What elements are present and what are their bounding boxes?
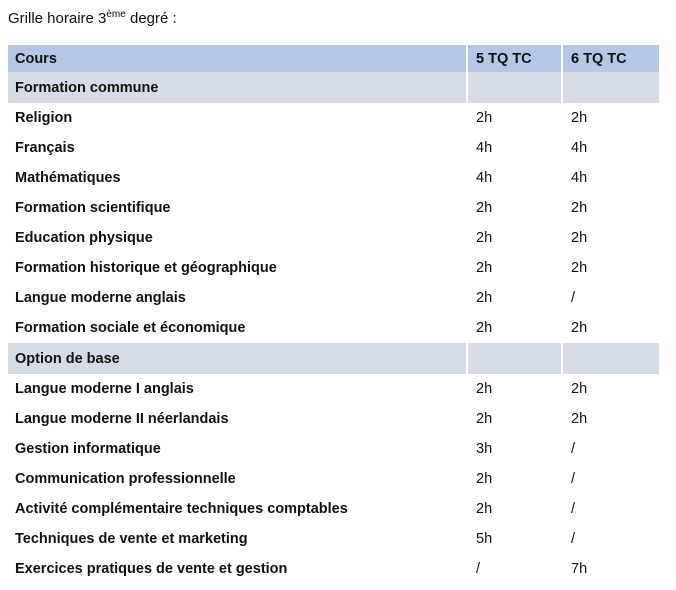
- course-name: Exercices pratiques de vente et gestion: [15, 561, 288, 577]
- hours-5tqtc: 2h: [476, 501, 493, 517]
- hours-6tqtc: 7h: [571, 561, 588, 577]
- course-name: Français: [15, 140, 75, 156]
- table-header-row: [8, 45, 659, 72]
- course-name: Education physique: [15, 230, 153, 246]
- table-row: [8, 494, 659, 524]
- course-name: Mathématiques: [15, 170, 121, 186]
- title-suffix: degré :: [125, 10, 177, 27]
- table-row: [8, 193, 659, 223]
- table-row: [8, 163, 659, 193]
- column-header-5tqtc: 5 TQ TC: [468, 45, 563, 72]
- hours-6tqtc: 2h: [571, 260, 588, 276]
- hours-5tqtc: 2h: [476, 260, 493, 276]
- hours-6tqtc: 4h: [571, 170, 588, 186]
- table-row: [8, 554, 659, 584]
- hours-5tqtc: 2h: [476, 471, 493, 487]
- hours-5tqtc: 2h: [476, 290, 493, 306]
- hours-5tqtc: 4h: [476, 170, 493, 186]
- hours-6tqtc: /: [571, 501, 576, 517]
- course-name: Formation sociale et économique: [15, 320, 246, 336]
- course-name: Langue moderne I anglais: [15, 381, 194, 397]
- table-row: [8, 133, 659, 163]
- title-prefix: Grille horaire 3: [8, 10, 107, 27]
- hours-6tqtc: /: [571, 441, 576, 457]
- section-cell-empty: [563, 72, 659, 103]
- page-title: [8, 9, 177, 27]
- hours-5tqtc: 2h: [476, 110, 493, 126]
- hours-6tqtc: 2h: [571, 381, 588, 397]
- table-row: [8, 434, 659, 464]
- hours-5tqtc: 2h: [476, 320, 493, 336]
- hours-6tqtc: 2h: [571, 411, 588, 427]
- section-title: Option de base: [8, 343, 468, 374]
- course-name: Communication professionnelle: [15, 471, 236, 487]
- course-name: Gestion informatique: [15, 441, 161, 457]
- hours-5tqtc: 3h: [476, 441, 493, 457]
- hours-5tqtc: 2h: [476, 230, 493, 246]
- table-row: [8, 374, 659, 404]
- column-header-6tqtc: 6 TQ TC: [563, 45, 659, 72]
- course-name: Formation historique et géographique: [15, 260, 277, 276]
- course-name: Religion: [15, 110, 73, 126]
- title-superscript: ème: [106, 9, 126, 20]
- table-row: [8, 313, 659, 343]
- course-name: Langue moderne II néerlandais: [15, 411, 229, 427]
- timetable-grid: [8, 45, 659, 584]
- hours-5tqtc: 2h: [476, 411, 493, 427]
- hours-5tqtc: 2h: [476, 200, 493, 216]
- section-title: Formation commune: [8, 72, 468, 103]
- hours-6tqtc: 2h: [571, 230, 588, 246]
- hours-6tqtc: /: [571, 531, 576, 547]
- section-cell-empty: [563, 343, 659, 374]
- table-row: [8, 103, 659, 133]
- section-cell-empty: [468, 72, 563, 103]
- section-row-option-de-base: [8, 343, 659, 374]
- section-row-formation-commune: [8, 72, 659, 103]
- hours-6tqtc: 2h: [571, 200, 588, 216]
- table-row: [8, 404, 659, 434]
- table-row: [8, 524, 659, 554]
- hours-6tqtc: 2h: [571, 110, 588, 126]
- hours-6tqtc: 2h: [571, 320, 588, 336]
- column-header-course: Cours: [8, 45, 468, 72]
- section-cell-empty: [468, 343, 563, 374]
- hours-6tqtc: /: [571, 290, 576, 306]
- hours-5tqtc: /: [476, 561, 481, 577]
- course-name: Langue moderne anglais: [15, 290, 186, 306]
- hours-5tqtc: 5h: [476, 531, 493, 547]
- table-row: [8, 253, 659, 283]
- hours-6tqtc: /: [571, 471, 576, 487]
- table-row: [8, 223, 659, 253]
- course-name: Formation scientifique: [15, 200, 171, 216]
- hours-6tqtc: 4h: [571, 140, 588, 156]
- course-name: Activité complémentaire techniques comptables: [15, 501, 348, 517]
- table-row: [8, 283, 659, 313]
- hours-5tqtc: 2h: [476, 381, 493, 397]
- table-row: [8, 464, 659, 494]
- hours-5tqtc: 4h: [476, 140, 493, 156]
- course-name: Techniques de vente et marketing: [15, 531, 248, 547]
